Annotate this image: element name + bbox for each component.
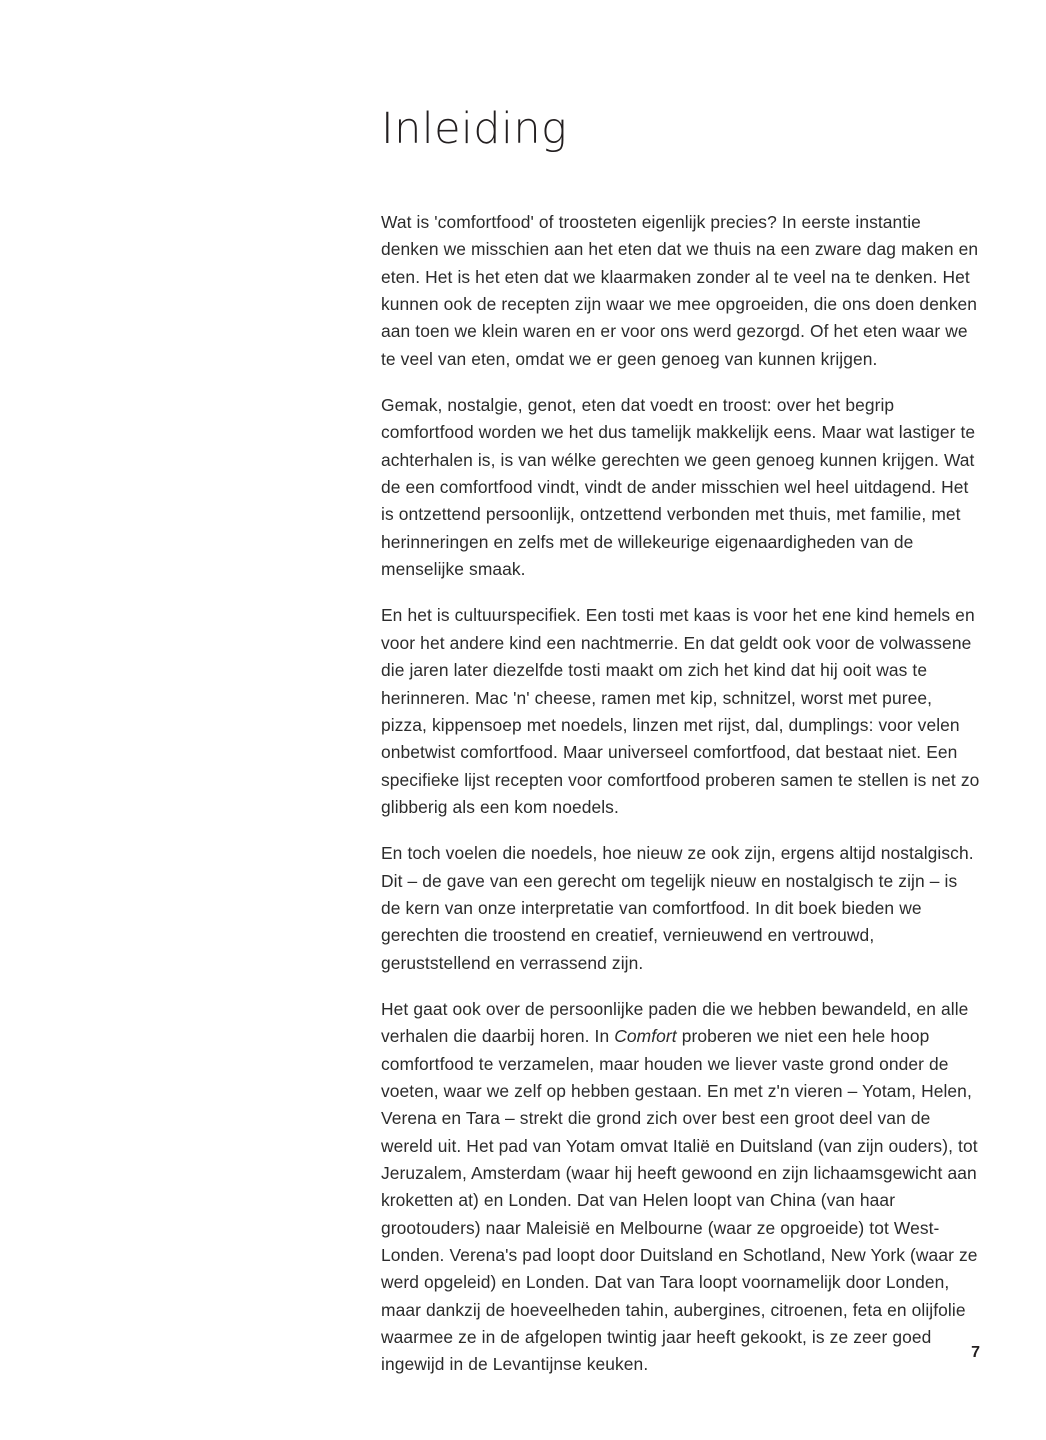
book-title-comfort: Comfort	[614, 1026, 677, 1047]
body-paragraph-4: En toch voelen die noedels, hoe nieuw ze ook zijn, ergens altijd nostalgisch. Dit – de gave van een gerecht om tegelijk nieuw en nostalgisch te zijn – is de kern van onze interpretatie van comfortfood. In dit boek bieden we gerechten die troostend en creatief, vernieuwend en vertrouwd, geruststellend en verrassend zijn.	[381, 843, 974, 973]
body-text-column	[381, 209, 981, 1379]
page-title: Inleiding	[381, 103, 568, 154]
paragraph-5-lead: Het gaat ook over de persoonlijke paden die we hebben bewandeld, en alle verhalen die daarbij horen. In	[381, 998, 969, 1047]
page-number: 7	[971, 1344, 980, 1361]
paragraph-5-rest: proberen we niet een hele hoop comfortfood te verzamelen, maar houden we liever vaste grond onder de voeten, waar we zelf op hebben gestaan. En met z'n vieren – Yotam, Helen, Verena en Tara – strekt die grond zich over best een groot deel van de wereld uit. Het pad van Yotam omvat Italië en Duitsland (van zijn ouders), tot Jeruzalem, Amsterdam (waar hij heeft gewoond en zijn lichaamsgewicht aan kroketten at) en Londen. Dat van Helen loopt van China (van haar grootouders) naar Maleisië en Melbourne (waar ze opgroeide) tot West-Londen. Verena's pad loopt door Duitsland en Schotland, New York (waar ze werd opgeleid) en Londen. Dat van Tara loopt voornamelijk door Londen, maar dankzij de hoeveelheden tahin, aubergines, citroenen, feta en olijfolie waarmee ze in de afgelopen twintig jaar heeft gekookt, is ze zeer goed ingewijd in de Levantijnse keuken.	[381, 1026, 978, 1375]
body-paragraph-3: En het is cultuurspecifiek. Een tosti met kaas is voor het ene kind hemels en voor het andere kind een nachtmerrie. En dat geldt ook voor de volwassene die jaren later diezelfde tosti maakt om zich het kind dat hij ooit was te herinneren. Mac 'n' cheese, ramen met kip, schnitzel, worst met puree, pizza, kippensoep met noedels, linzen met rijst, dal, dumplings: voor velen onbetwist comfortfood. Maar universeel comfortfood, dat bestaat niet. Een specifieke lijst recepten voor comfortfood proberen samen te stellen is net zo glibberig als een kom noedels.	[381, 605, 980, 817]
body-paragraph-1: Wat is 'comfortfood' of troosteten eigenlijk precies? In eerste instantie denken we misschien aan het eten dat we thuis na een zware dag maken en eten. Het is het eten dat we klaarmaken zonder al te veel na te denken. Het kunnen ook de recepten zijn waar we mee opgroeiden, die ons doen denken aan toen we klein waren en er voor ons werd gezorgd. Of het eten waar we te veel van eten, omdat we er geen genoeg van kunnen krijgen.	[381, 212, 979, 369]
body-paragraph-5	[381, 996, 981, 1379]
body-paragraph-2: Gemak, nostalgie, genot, eten dat voedt en troost: over het begrip comfortfood worden we het dus tamelijk makkelijk eens. Maar wat lastiger te achterhalen is, is van wélke gerechten we geen genoeg kunnen krijgen. Wat de een comfortfood vindt, vindt de ander misschien wel heel uitdagend. Het is ontzettend persoonlijk, ontzettend verbonden met thuis, met familie, met herinneringen en zelfs met de willekeurige eigenaardigheden van de menselijke smaak.	[381, 395, 976, 580]
